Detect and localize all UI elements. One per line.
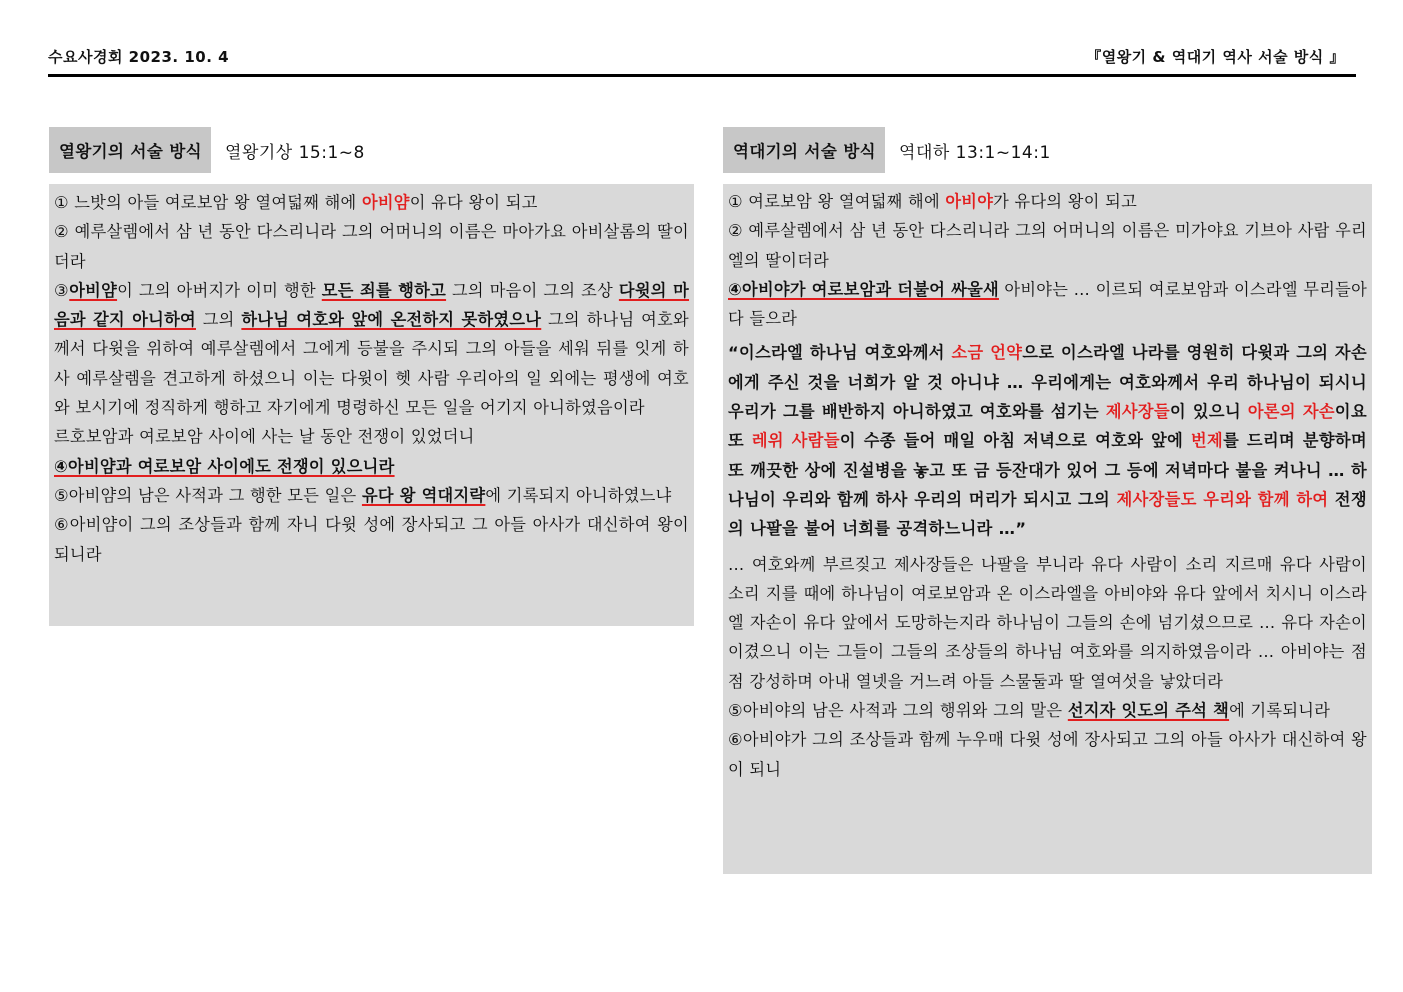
emphasized-text: 제사장들 — [1105, 402, 1171, 422]
text-run: 이 그의 아버지가 이미 행한 — [117, 280, 322, 300]
text-run: 전쟁의 나팔을 불어 너희를 공격하느니라 …” — [728, 489, 1367, 539]
verse-paragraph — [54, 276, 689, 422]
chronicles-text-box — [723, 184, 1372, 874]
verse-paragraph — [54, 452, 689, 481]
text-run: ⑤아비얌의 남은 사적과 그 행한 모든 일은 — [54, 485, 362, 505]
emphasized-text: 레위 사람들 — [751, 431, 840, 451]
kings-scripture-reference: 열왕기상 15:1~8 — [225, 142, 365, 163]
verse-paragraph — [728, 550, 1367, 696]
chronicles-scripture-reference: 역대하 13:1~14:1 — [899, 142, 1051, 163]
emphasized-text: 아비얌 — [69, 280, 118, 300]
text-run: 이요 또 — [728, 402, 1367, 451]
text-run: 에 기록되니라 — [1229, 701, 1331, 721]
text-run: 이 수종 들어 매일 아침 저녁으로 여호와 앞에 — [839, 431, 1191, 451]
text-run: “이스라엘 하나님 여호와께서 — [728, 343, 952, 363]
chronicles-column — [723, 127, 1372, 874]
text-run: ⑥아비얌이 그의 조상들과 함께 자니 다윗 성에 장사되고 그 아들 아사가 대신하여 왕이 되니라 — [54, 515, 689, 564]
emphasized-text: 번제 — [1191, 431, 1224, 451]
emphasized-text: 아비야 — [945, 192, 994, 211]
verse-paragraph — [728, 696, 1367, 725]
text-run: 아비야는 … 이르되 여로보암과 이스라엘 무리들아 다 들으라 — [728, 279, 1368, 329]
kings-title-row — [49, 127, 694, 173]
emphasized-text: 유다 왕 역대지략 — [361, 485, 486, 505]
text-run: ⑥아비야가 그의 조상들과 함께 누우매 다윗 성에 장사되고 그의 아들 아사가 대신하여 왕이 되니 — [728, 730, 1367, 779]
text-run: 에 기록되지 아니하였느냐 — [485, 485, 672, 505]
text-run: 가 유다의 왕이 되고 — [993, 192, 1138, 211]
quoted-speech — [728, 338, 1367, 543]
emphasized-text: ④아비얌과 여로보암 사이에도 전쟁이 있으니라 — [54, 456, 395, 476]
emphasized-text: 아비얌 — [361, 193, 410, 212]
text-run: ① 느밧의 아들 여로보암 왕 열여덟째 해에 — [54, 193, 362, 212]
emphasized-text: 다윗의 마음과 같지 아니하여 — [54, 280, 690, 330]
kings-column — [49, 127, 694, 626]
verse-paragraph — [54, 217, 689, 276]
verse-paragraph — [54, 422, 689, 451]
text-run: 이 있으니 — [1170, 402, 1248, 422]
text-run: ⑤아비야의 남은 사적과 그의 행위와 그의 말은 — [728, 701, 1068, 721]
text-run: ③ — [54, 280, 70, 300]
emphasized-text: 제사장들도 우리와 함께 하여 — [1116, 489, 1329, 509]
text-run: ② 예루살렘에서 삼 년 동안 다스리니라 그의 어머니의 이름은 마아가요 아비살롬의 딸이더라 — [54, 222, 689, 271]
chronicles-title-row — [723, 127, 1372, 173]
kings-text-box — [49, 184, 694, 626]
text-run: 그의 — [195, 310, 242, 330]
emphasized-text: ④아비야가 여로보암과 더불어 싸울새 — [728, 279, 999, 299]
text-run: … 여호와께 부르짖고 제사장들은 나팔을 부니라 유다 사람이 소리 지르매 유다 사람이 소리 지를 때에 하나님이 여로보암과 온 이스라엘을 아비야와 유다 앞에서 치시니 이스라엘 자손이 유다 앞에서 도망하는지라 하나님이 그들의 손에 넘기셨으므로 … 유다 자손이 이겼으니 이는 그들이 그들의 조상들의 하나님 여호와를 의지하였음이라 … 아비야는 점점 강성하며 아내 열넷을 거느려 아들 스물둘과 딸 열여섯을 낳았더라 — [728, 554, 1367, 691]
text-run: 그의 하나님 여호와께서 다윗을 위하여 예루살렘에서 그에게 등불을 주시되 그의 아들을 세워 뒤를 잇게 하사 예루살렘을 견고하게 하셨으니 이는 다윗이 헷 사람 우리아의 일 외에는 평생에 여호와 보시기에 정직하게 행하고 자기에게 명령하신 모든 일을 어기지 아니하였음이라 — [54, 310, 689, 418]
emphasized-text: 하나님 여호와 앞에 온전하지 못하였으나 — [241, 310, 542, 330]
verse-paragraph — [728, 725, 1367, 784]
text-run: ① 여로보암 왕 열여덟째 해에 — [728, 192, 946, 211]
text-run: 이 유다 왕이 되고 — [409, 193, 538, 212]
emphasized-text: 아론의 자손 — [1247, 402, 1335, 422]
text-run: 으로 이스라엘 나라를 영원히 다윗과 그의 자손에게 주신 것을 너희가 알 것 아니냐 … 우리에게는 여호와께서 우리 하나님이 되시니 우리가 그를 배반하지 아니하였고 여호와를 섬기는 — [728, 343, 1368, 422]
verse-paragraph — [728, 216, 1367, 275]
header-date: 수요사경회 2023. 10. 4 — [48, 48, 230, 66]
text-run: 르호보암과 여로보암 사이에 사는 날 동안 전쟁이 있었더니 — [54, 427, 475, 447]
verse-paragraph — [54, 188, 689, 217]
header-title: 『열왕기 & 역대기 역사 서술 방식 』 — [1086, 48, 1345, 66]
emphasized-text: 모든 죄를 행하고 — [321, 280, 447, 300]
verse-paragraph — [54, 510, 689, 569]
verse-paragraph — [728, 187, 1367, 216]
chronicles-section-label: 역대기의 서술 방식 — [723, 127, 885, 173]
emphasized-text: 소금 언약 — [951, 343, 1023, 363]
verse-paragraph — [54, 481, 689, 510]
verse-paragraph — [728, 275, 1367, 334]
text-run: 그의 마음이 그의 조상 — [446, 280, 619, 300]
kings-section-label: 열왕기의 서술 방식 — [49, 127, 211, 173]
text-run: ② 예루살렘에서 삼 년 동안 다스리니라 그의 어머니의 이름은 미가야요 기브아 사람 우리엘의 딸이더라 — [728, 221, 1367, 270]
header-divider — [48, 74, 1356, 77]
emphasized-text: 선지자 잇도의 주석 책 — [1067, 701, 1230, 721]
text-run: 를 드리며 분향하며 또 깨끗한 상에 진설병을 놓고 또 금 등잔대가 있어 그 등에 저녁마다 불을 켜나니 … 하나님이 우리와 함께 하사 우리의 머리가 되시고 그의 — [728, 431, 1367, 509]
